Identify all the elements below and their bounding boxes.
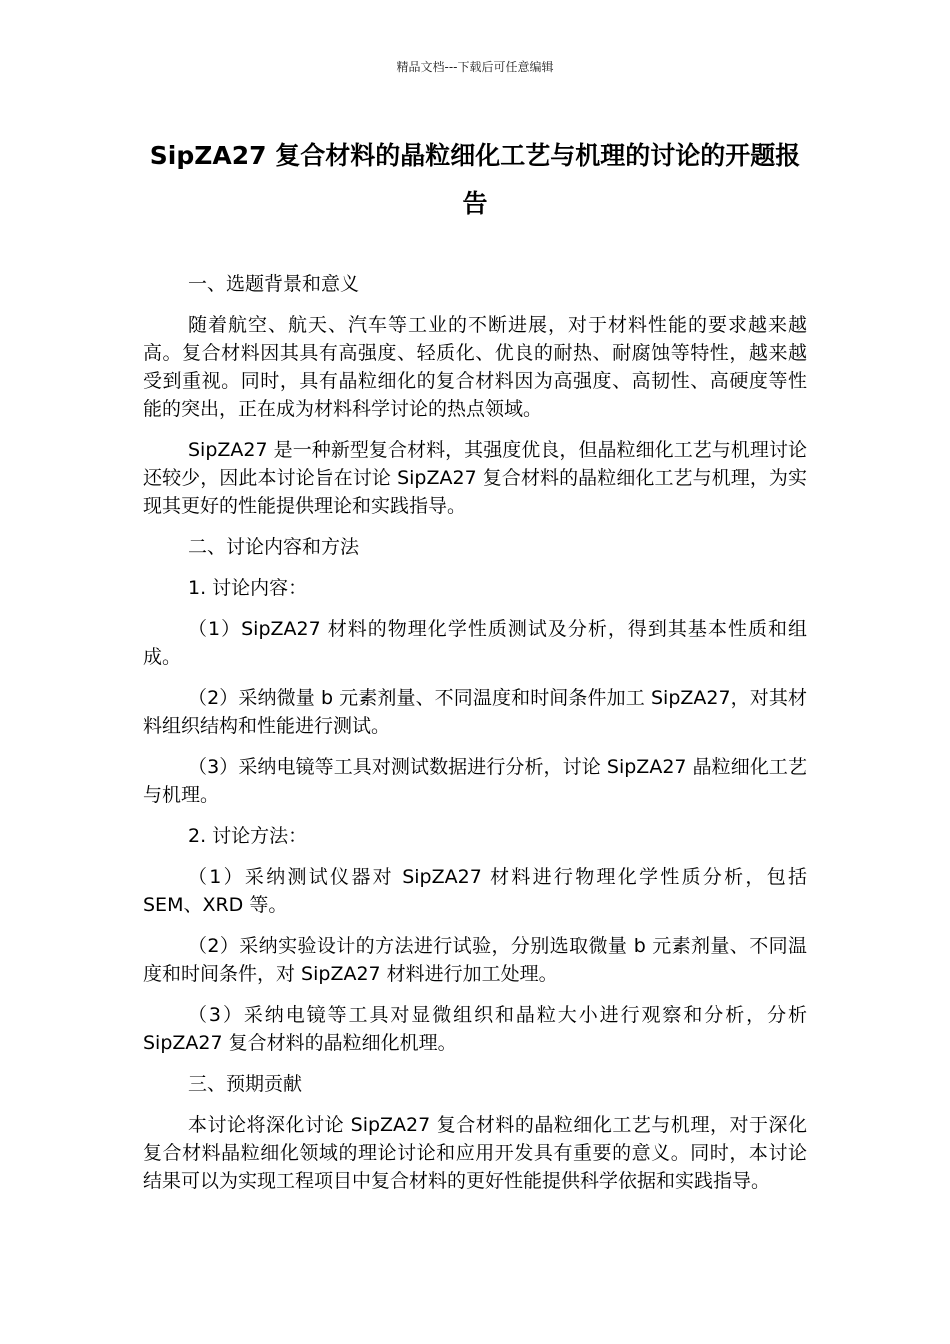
paragraph-contribution: 本讨论将深化讨论 SipZA27 复合材料的晶粒细化工艺与机理，对于深化复合材料晶粒细化领域的理论讨论和应用开发具有重要的意义。同时，本讨论结果可以为实现工程项目中复合材料的更好性能提供科学依据和实践指导。 (143, 1114, 807, 1192)
content-item-1: （1）SipZA27 材料的物理化学性质测试及分析，得到其基本性质和组成。 (143, 618, 807, 668)
content-item-2: （2）采纳微量 b 元素剂量、不同温度和时间条件加工 SipZA27，对其材料组织结构和性能进行测试。 (143, 687, 807, 737)
paragraph-background-1: 随着航空、航天、汽车等工业的不断进展，对于材料性能的要求越来越高。复合材料因其具有高强度、轻质化、优良的耐热、耐腐蚀等特性，越来越受到重视。同时，具有晶粒细化的复合材料因为高强度、高韧性、高硬度等性能的突出，正在成为材料科学讨论的热点领域。 (143, 314, 807, 420)
document-body (143, 270, 807, 1208)
method-item-3: （3）采纳电镜等工具对显微组织和晶粒大小进行观察和分析，分析 SipZA27 复合材料的晶粒细化机理。 (143, 1004, 807, 1054)
header-note: 精品文档---下载后可任意编辑 (396, 60, 554, 74)
paragraph-background-2: SipZA27 是一种新型复合材料，其强度优良，但晶粒细化工艺与机理讨论还较少，因此本讨论旨在讨论 SipZA27 复合材料的晶粒细化工艺与机理，为实现其更好的性能提供理论和实践指导。 (143, 439, 807, 517)
method-item-1: （1）采纳测试仪器对 SipZA27 材料进行物理化学性质分析，包括 SEM、XRD 等。 (143, 866, 807, 916)
section-heading-content-methods: 二、讨论内容和方法 (188, 536, 360, 558)
document-title: SipZA27 复合材料的晶粒细化工艺与机理的讨论的开题报告 (149, 141, 801, 218)
method-item-2: （2）采纳实验设计的方法进行试验，分别选取微量 b 元素剂量、不同温度和时间条件，对 SipZA27 材料进行加工处理。 (143, 935, 807, 985)
section-heading-contribution: 三、预期贡献 (188, 1073, 303, 1095)
content-item-3: （3）采纳电镜等工具对测试数据进行分析，讨论 SipZA27 晶粒细化工艺与机理。 (143, 756, 807, 806)
subheading-content: 1. 讨论内容： (188, 577, 308, 599)
subheading-methods: 2. 讨论方法： (188, 825, 308, 847)
section-heading-background: 一、选题背景和意义 (188, 273, 360, 295)
